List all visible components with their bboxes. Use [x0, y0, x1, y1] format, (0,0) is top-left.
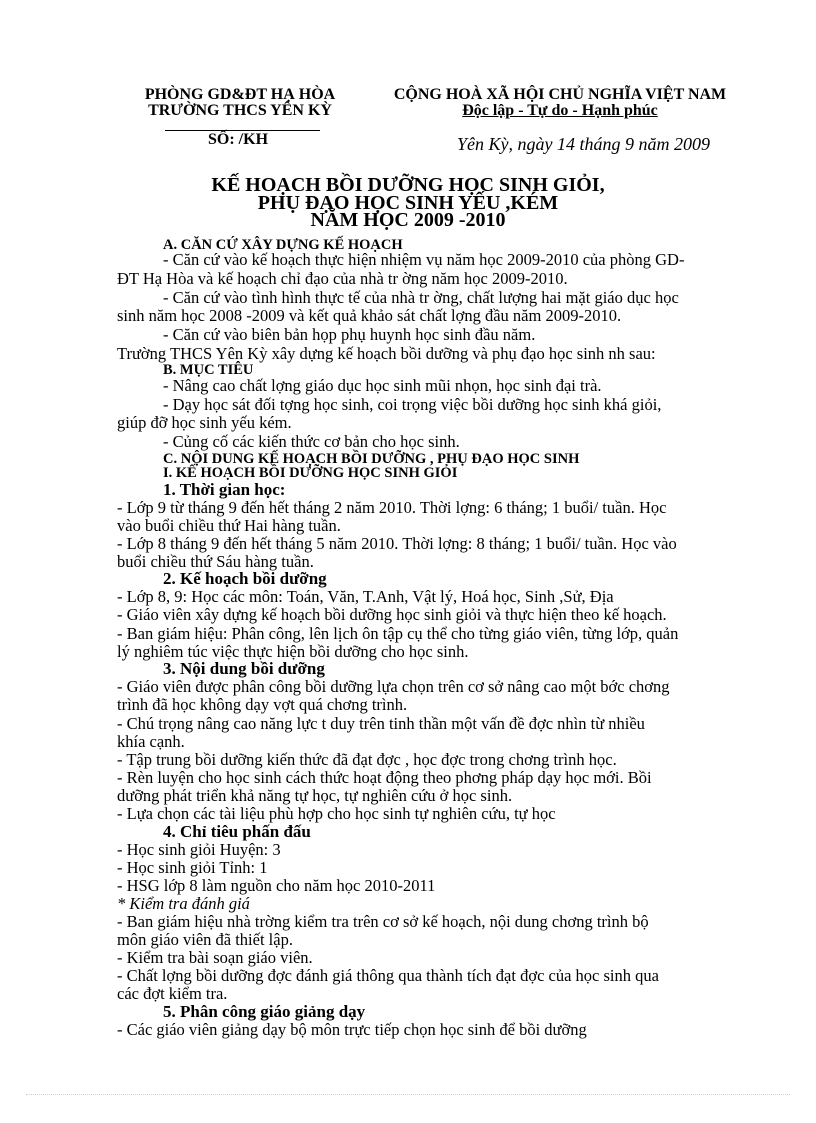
para-4a: - Học sinh giỏi Huyện: 3	[117, 840, 281, 859]
para-5a: - Các giáo viên giảng dạy bộ môn trực tiếp chọn học sinh để bồi dưỡng	[117, 1020, 587, 1039]
national-motto: Độc lập - Tự do - Hạnh phúc	[462, 102, 658, 119]
para-4f: môn giáo viên đã thiết lập.	[117, 930, 293, 949]
para-4b: - Học sinh giỏi Tỉnh: 1	[117, 858, 268, 877]
para-3g: dưỡng phát triển khả năng tự học, tự nghiên cứu ở học sinh.	[117, 786, 513, 805]
para-4c: - HSG lớp 8 làm nguồn cho năm học 2010-2011	[117, 876, 436, 895]
para-4e: - Ban giám hiệu nhà trờng kiểm tra trên cơ sở kế hoạch, nội dung chơng trình bộ	[117, 912, 649, 931]
plan-title-line1: KẾ HOẠCH BỒI DƯỠNG HỌC SINH GIỎI,	[211, 174, 605, 196]
para-a2: ĐT Hạ Hòa và kế hoạch chỉ đạo của nhà tr ờng năm học 2009-2010.	[117, 269, 568, 288]
para-1b: vào buổi chiều thứ Hai hàng tuần.	[117, 516, 341, 535]
national-title: CỘNG HOÀ XÃ HỘI CHỦ NGHĨA VIỆT NAM	[393, 86, 727, 103]
para-b3: giúp đỡ học sinh yếu kém.	[117, 413, 292, 432]
para-3e: - Tập trung bồi dưỡng kiến thức đã đạt đợc , học đợc trong chơng trình học.	[117, 750, 617, 769]
para-1c: - Lớp 8 tháng 9 đến hết tháng 5 năm 2010. Thời lợng: 8 tháng; 1 buổi/ tuần. Học vào	[117, 534, 677, 553]
para-3h: - Lựa chọn các tài liệu phù hợp cho học sinh tự nghiên cứu, tự học	[117, 804, 556, 823]
page-bottom-border	[26, 1094, 790, 1095]
place-date: Yên Kỳ, ngày 14 tháng 9 năm 2009	[457, 134, 710, 154]
para-1a: - Lớp 9 từ tháng 9 đến hết tháng 2 năm 2010. Thời lợng: 6 tháng; 1 buổi/ tuần. Học	[117, 498, 667, 517]
para-b1: - Nâng cao chất lợng giáo dục học sinh mũi nhọn, học sinh đại trà.	[163, 376, 602, 395]
para-4d: * Kiểm tra đánh giá	[117, 894, 250, 913]
section-b-heading: B. MỤC TIÊU	[163, 362, 254, 378]
document-number: SỐ: /KH	[208, 131, 269, 148]
heading-1: 1. Thời gian học:	[163, 480, 286, 499]
para-3c: - Chú trọng nâng cao năng lực t duy trên tinh thần một vấn đề đợc nhìn từ nhiều	[117, 714, 645, 733]
plan-title-line3: NĂM HỌC 2009 -2010	[310, 209, 506, 231]
section-c-heading: C. NỘI DUNG KẾ HOẠCH BỒI DƯỠNG , PHỤ ĐẠO HỌC SINH	[163, 451, 580, 467]
para-2b: - Giáo viên xây dựng kế hoạch bồi dưỡng học sinh giỏi và thực hiện theo kế hoạch.	[117, 605, 667, 624]
para-a6: Trường THCS Yên Kỳ xây dựng kế hoạch bồi dưỡng và phụ đạo học sinh nh sau:	[117, 344, 656, 363]
plan-title-line2: PHỤ ĐẠO HỌC SINH YẾU ,KÉM	[257, 192, 559, 214]
para-b2: - Dạy học sát đối tợng học sinh, coi trọng việc bồi dưỡng học sinh khá giỏi,	[163, 395, 662, 414]
para-a1: - Căn cứ vào kế hoạch thực hiện nhiệm vụ năm học 2009-2010 của phòng GD-	[163, 250, 685, 269]
para-4i: các đợt kiểm tra.	[117, 984, 228, 1003]
para-4g: - Kiểm tra bài soạn giáo viên.	[117, 948, 313, 967]
office-name: PHÒNG GD&ĐT HẠ HÒA	[144, 86, 336, 103]
section-a-heading: A. CĂN CỨ XÂY DỰNG KẾ HOẠCH	[163, 237, 403, 253]
para-3b: trình đã học không dạy vợt quá chơng trình.	[117, 695, 408, 714]
heading-4: 4. Chỉ tiêu phấn đấu	[163, 822, 311, 841]
heading-2: 2. Kế hoạch bồi dưỡng	[163, 569, 327, 588]
para-a4: sinh năm học 2008 -2009 và kết quả khảo sát chất lợng đầu năm 2009-2010.	[117, 306, 622, 325]
para-b4: - Củng cố các kiến thức cơ bản cho học sinh.	[163, 432, 460, 451]
para-a3: - Căn cứ vào tình hình thực tế của nhà tr ờng, chất lượng hai mặt giáo dục học	[163, 288, 679, 307]
para-1d: buổi chiều thứ Sáu hàng tuần.	[117, 552, 314, 571]
para-2c: - Ban giám hiệu: Phân công, lên lịch ôn tập cụ thể cho từng giáo viên, từng lớp, quản	[117, 624, 679, 643]
section-i-heading: I. KẾ HOẠCH BỒI DƯỠNG HỌC SINH GIỎI	[163, 465, 458, 481]
heading-3: 3. Nội dung bồi dưỡng	[163, 659, 325, 678]
para-3a: - Giáo viên được phân công bồi dưỡng lựa chọn trên cơ sở nâng cao một bớc chơng	[117, 677, 670, 696]
para-2d: lý nghiêm túc việc thực hiện bồi dưỡng cho học sinh.	[117, 642, 469, 661]
para-3f: - Rèn luyện cho học sinh cách thức hoạt động theo phơng pháp dạy học mới. Bồi	[117, 768, 652, 787]
heading-5: 5. Phân công giáo giảng dạy	[163, 1002, 366, 1021]
para-3d: khía cạnh.	[117, 732, 185, 751]
school-name: TRƯỜNG THCS YÊN KỲ	[148, 102, 332, 119]
para-2a: - Lớp 8, 9: Học các môn: Toán, Văn, T.Anh, Vật lý, Hoá học, Sinh ,Sử, Địa	[117, 587, 614, 606]
para-4h: - Chất lợng bồi dưỡng đợc đánh giá thông qua thành tích đạt đợc của học sinh qua	[117, 966, 659, 985]
para-a5: - Căn cứ vào biên bản họp phụ huynh học sinh đầu năm.	[163, 325, 536, 344]
